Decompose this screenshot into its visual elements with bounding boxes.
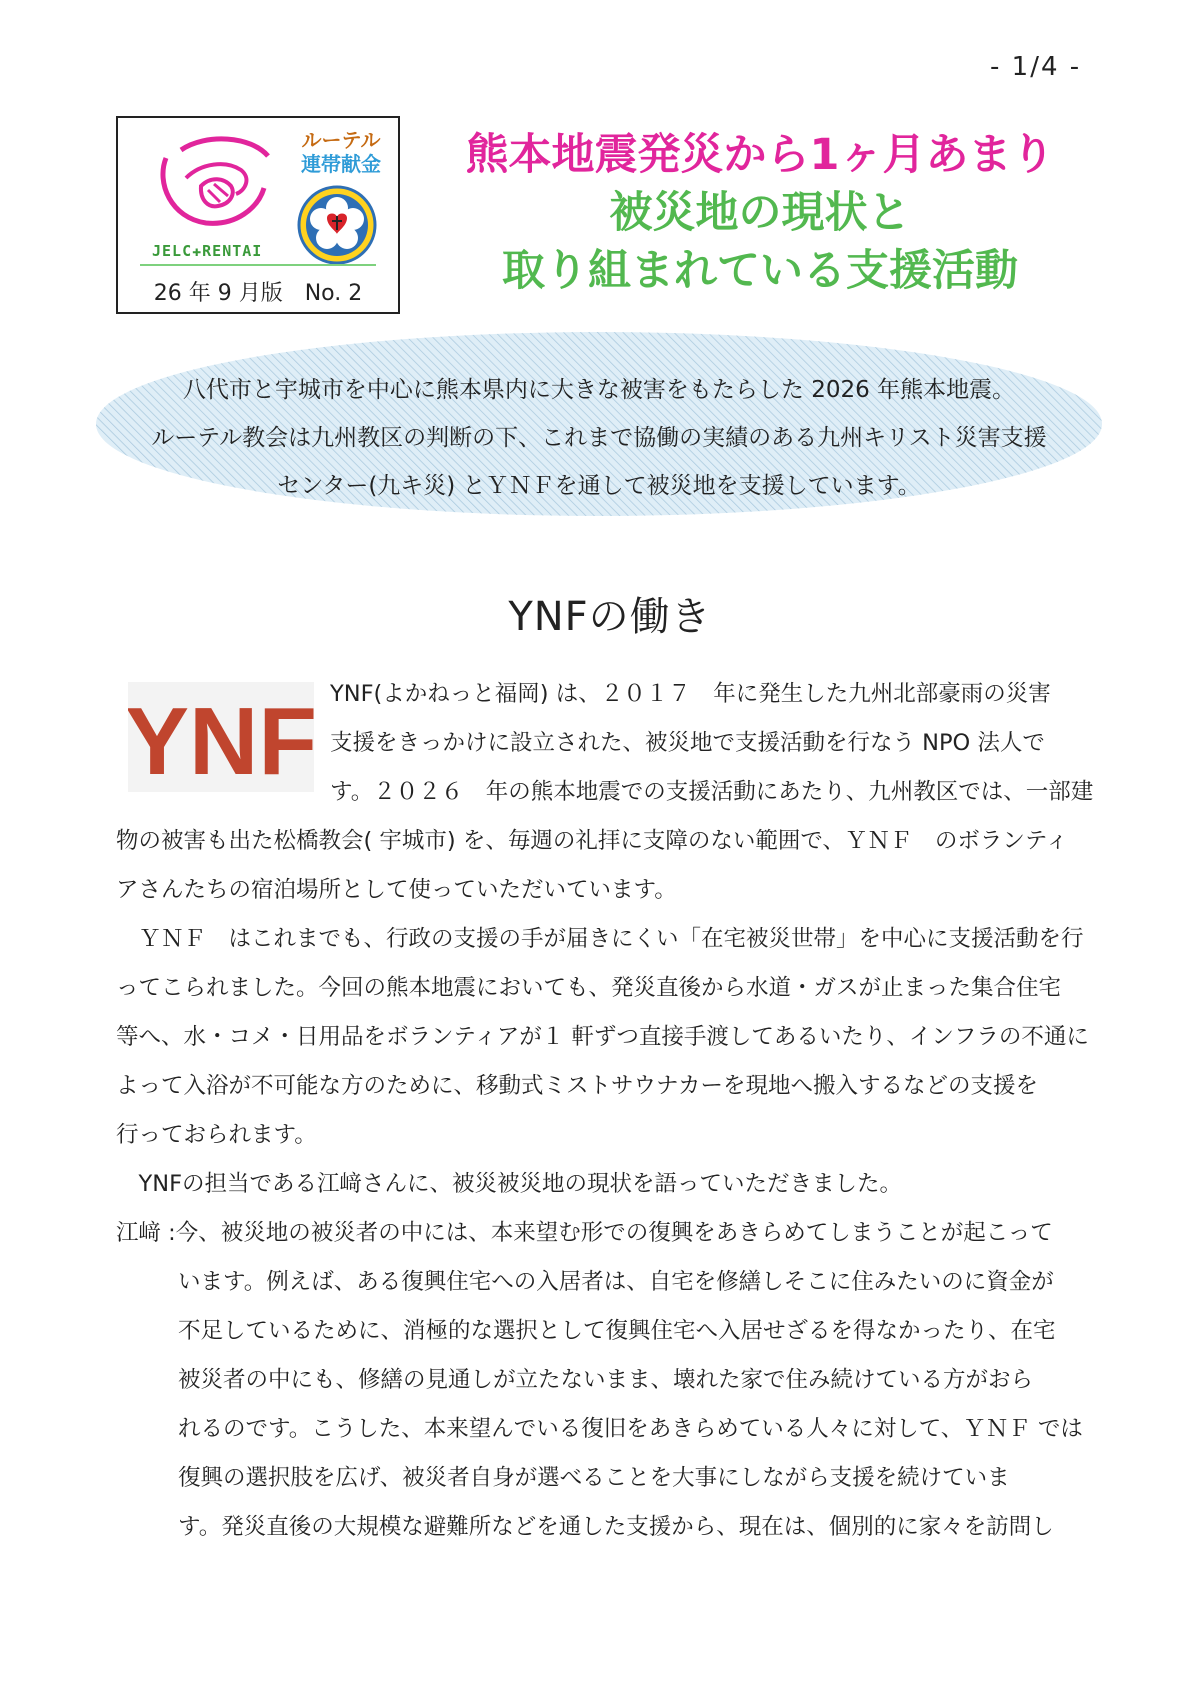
logo-divider <box>140 264 376 266</box>
section-title: YNFの働き <box>508 594 712 640</box>
ynf-logo-text: YNF <box>128 688 314 792</box>
headline-line3: 取り組まれている支援活動 <box>502 246 1018 296</box>
paragraph-line: ってこられました。今回の熊本地震においても、発災直後から水道・ガスが止まった集合住宅 <box>116 975 1062 1001</box>
quote-line: れるのです。こうした、本来望んでいる復旧をあきらめている人々に対して、ＹＮＦ では <box>178 1416 1083 1442</box>
headline-line1: 熊本地震発災から1ヶ月あまり <box>465 130 1055 180</box>
edition-label: 26 年 9 月版 No. 2 <box>153 281 363 306</box>
ynf-logo-mark <box>128 682 314 792</box>
intro-line: ルーテル教会は九州教区の判断の下、これまで協働の実績のある九州キリスト災害支援 <box>151 425 1047 451</box>
quote-line: います。例えば、ある復興住宅への入居者は、自宅を修繕しそこに住みたいのに資金が <box>178 1269 1054 1295</box>
quote-line: 不足しているために、消極的な選択として復興住宅へ入居せざるを得なかったり、在宅 <box>178 1318 1056 1344</box>
ynf-logo <box>128 682 314 792</box>
paragraph-line: よって入浴が不可能な方のために、移動式ミストサウナカーを現地へ搬入するなどの支援を <box>116 1073 1039 1099</box>
paragraph-line: す。２０２６ 年の熊本地震での支援活動にあたり、九州教区では、一部建 <box>330 779 1094 805</box>
paragraph-line: 行っておられます。 <box>116 1122 317 1148</box>
paragraph-line: 支援をきっかけに設立された、被災地で支援活動を行なう NPO 法人で <box>330 730 1045 756</box>
intro-line: センター(九キ災) とＹＮＦを通して被災地を支援しています。 <box>277 473 921 499</box>
intro-text <box>94 366 1104 510</box>
paragraph-line: ＹＮＦ はこれまでも、行政の支援の手が届きにくい「在宅被災世帯」を中心に支援活動を行 <box>116 926 1084 952</box>
intro-line: 八代市と宇城市を中心に熊本県内に大きな被害をもたらした 2026 年熊本地震。 <box>182 377 1016 403</box>
page-number: - 1/4 - <box>990 52 1082 82</box>
logo-brand <box>288 128 394 176</box>
paragraph-line: 物の被害も出た松橋教会( 宇城市) を、毎週の礼拝に支障のない範囲で、ＹＮＦ のボランティ <box>116 828 1069 854</box>
paragraph-line: 等へ、水・コメ・日用品をボランティアが１ 軒ずつ直接手渡してあるいたり、インフラの不通に <box>116 1024 1089 1050</box>
quote-line: 江﨑 :今、被災地の被災者の中には、本来望む形での復興をあきらめてしまうことが起こって <box>116 1220 1053 1246</box>
headline <box>440 126 1080 300</box>
quote-line: す。発災直後の大規模な避難所などを通した支援から、現在は、個別的に家々を訪問し <box>178 1514 1054 1540</box>
quote-line: 被災者の中にも、修繕の見通しが立たないまま、壊れた家で住み続けている方がおら <box>178 1367 1034 1393</box>
logo-subtitle: JELC✚RENTAI <box>152 242 263 260</box>
paragraph-line: YNF(よかねっと福岡) は、２０１７ 年に発生した九州北部豪雨の災害 <box>330 681 1051 707</box>
logo-brand-line1: ルーテル <box>301 128 381 152</box>
luther-rose-icon <box>296 184 378 266</box>
intro-callout <box>94 330 1104 518</box>
quote-line: 復興の選択肢を広げ、被災者自身が選べることを大事にしながら支援を続けていま <box>178 1465 1010 1491</box>
paragraph-line: YNFの担当である江﨑さんに、被災被災地の現状を語っていただきました。 <box>116 1171 903 1197</box>
paragraph-line: アさんたちの宿泊場所として使っていただいています。 <box>116 877 677 903</box>
headline-line2: 被災地の現状と <box>609 188 911 238</box>
logo-brand-line2: 連帯献金 <box>301 152 381 176</box>
hands-icon <box>146 128 286 238</box>
rentai-logo-box <box>116 116 400 314</box>
